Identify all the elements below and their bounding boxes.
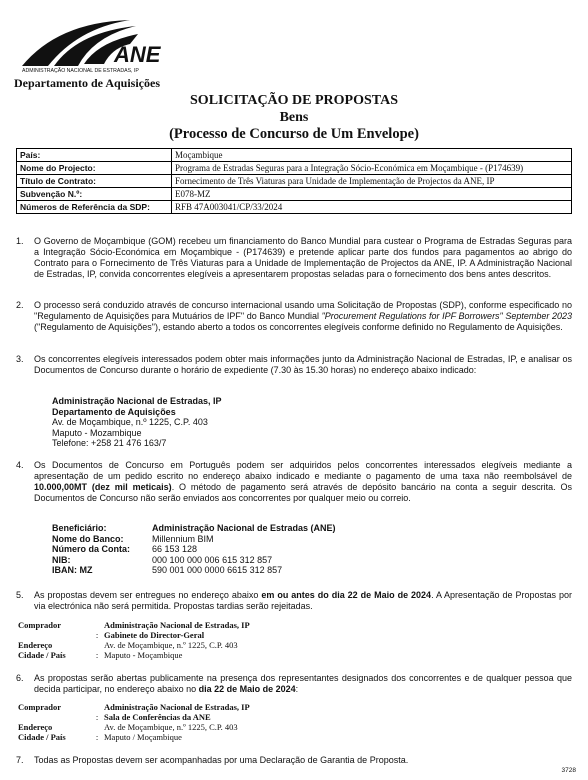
title-line-3: (Processo de Concurso de Um Envelope) [169, 126, 419, 142]
paragraph-text: O processo será conduzido através de concurso internacional usando uma Solicitação de Propostas (SDP), conforme especificado no "Regulamento de Aquisições para Mutuários de IPF" do Banco Mundial "Procurement Regulations for IPF Borrowers" September 2023 ("Regulamento de Aquisições"), estando aberto a todos os concorrentes elegíveis conforme definido no Regulamento de Aquisições. [34, 300, 573, 332]
buyer-row [18, 620, 250, 630]
paragraph-5 [16, 590, 572, 612]
bank-details [52, 523, 336, 576]
paragraph-number: 5. [16, 590, 24, 600]
bank-row [52, 555, 336, 566]
buyer-label: Endereço [18, 640, 53, 650]
buyer-row [18, 702, 250, 712]
buyer-value: Administração Nacional de Estradas, IP [104, 620, 250, 630]
logo-subtitle: ADMINISTRAÇÃO NACIONAL DE ESTRADAS, IP [22, 68, 139, 74]
bank-row [52, 534, 336, 545]
table-value: Fornecimento de Três Viaturas para Unidade de Implementação de Projectos da ANE, IP [172, 175, 572, 188]
buyer-label: Comprador [18, 620, 61, 630]
table-value: E078-MZ [172, 188, 572, 201]
paragraph-text: O Governo de Moçambique (GOM) recebeu um financiamento do Banco Mundial para custear o Programa de Estradas Seguras para a Integração Sócio-Económica em Moçambique - (P174639) e pretende aplicar parte dos fundos para pagamentos ao abrigo do Contrato para o Fornecimento de Três Viaturas para a Unidade de Implementação de Projectos da ANE, IP. A Administração Nacional de Estradas, IP, convida concorrentes elegíveis a apresentarem propostas seladas para o fornecimento dos bens antes descritos. [34, 236, 572, 279]
bank-label: NIB: [52, 554, 71, 565]
buyer-address-block [18, 620, 250, 660]
buyer-value: Maputo - Moçambique [104, 650, 183, 660]
address-org: Administração Nacional de Estradas, IP [52, 396, 222, 406]
buyer-value: Maputo / Moçambique [104, 732, 182, 742]
buyer-label [18, 712, 90, 722]
paragraph-number: 4. [16, 460, 24, 470]
paragraph-4 [16, 460, 572, 504]
buyer-row: : Sala de Conferências da ANE [18, 712, 250, 722]
bank-row [52, 544, 336, 555]
buyer-row: Cidade / País : Maputo - Moçambique [18, 650, 183, 660]
paragraph-number: 6. [16, 673, 24, 683]
footer-code: 3728 [561, 767, 576, 774]
table-row [17, 175, 572, 188]
table-row [17, 162, 572, 175]
bank-value: 590 001 000 0000 6615 312 857 [152, 565, 283, 575]
buyer-label [18, 630, 90, 640]
buyer-label: Cidade / País [18, 732, 66, 742]
title-line-1: SOLICITAÇÃO DE PROPOSTAS [190, 93, 398, 108]
department-name: Departamento de Aquisições [14, 76, 160, 90]
paragraph-3 [16, 354, 572, 376]
bank-value: Millennium BIM [152, 533, 214, 544]
table-row [17, 188, 572, 201]
bank-value: 66 153 128 [152, 544, 198, 554]
table-key: Título de Contrato: [17, 175, 172, 188]
ane-logo [18, 16, 178, 74]
address-street: Av. de Moçambique, n.º 1225, C.P. 403 [52, 417, 208, 427]
buyer-value: Gabinete do Director-Geral [104, 630, 205, 640]
paragraph-text: As propostas devem ser entregues no endereço abaixo em ou antes do dia 22 de Maio de 2024. A Apresentação de Propostas por via electrónica não será permitida. Propostas tardias serão rejeitadas. [34, 590, 572, 611]
buyer-value: Administração Nacional de Estradas, IP [104, 702, 250, 712]
table-key: Nome do Projecto: [17, 162, 172, 175]
paragraph-1 [16, 236, 572, 280]
address-city: Maputo - Mozambique [52, 427, 142, 438]
bank-value: 000 100 000 006 615 312 857 [152, 554, 273, 565]
road-logo-icon [18, 16, 178, 74]
buyer-value: Av. de Moçambique, n.º 1225, C.P. 403 [104, 640, 238, 650]
buyer-row: : Gabinete do Director-Geral [18, 630, 250, 640]
table-key: Subvenção N.º: [17, 188, 172, 201]
bank-label: Nome do Banco: [52, 533, 124, 544]
buyer-row [18, 722, 250, 732]
paragraph-number: 2. [16, 300, 24, 310]
paragraph-text: Os Documentos de Concurso em Português podem ser adquiridos pelos concorrentes interessados elegíveis mediante a apresentação de um pedido escrito no endereço abaixo indicado e mediante o pagamento de uma taxa não reembolsável de 10.000,00MT (dez mil meticais). O método de pagamento será através de depósito bancário na conta a seguir descrita. Os Documentos de Concurso não serão enviados aos concorrentes por qualquer meio ou correio. [34, 460, 573, 503]
buyer-row [18, 640, 250, 650]
buyer-label: Endereço [18, 722, 53, 732]
paragraph-6 [16, 673, 572, 695]
table-key: País: [17, 149, 172, 162]
paragraph-text: Os concorrentes elegíveis interessados podem obter mais informações junto da Administração Nacional de Estradas, IP, e analisar os Documentos de Concurso durante o horário de expediente (7.30 às 15.30 horas) no endereço abaixo indicado: [34, 354, 572, 375]
table-row [17, 201, 572, 214]
table-value: Moçambique [172, 149, 572, 162]
table-value: RFB 47A003041/CP/33/2024 [172, 201, 572, 214]
title-line-2: Bens [279, 110, 309, 125]
buyer-row: Cidade / País : Maputo / Moçambique [18, 732, 182, 742]
table-key: Números de Referência da SDP: [17, 201, 172, 214]
buyer-value: Av. de Moçambique, n.º 1225, C.P. 403 [104, 722, 238, 732]
paragraph-number: 3. [16, 354, 24, 364]
paragraph-number: 1. [16, 236, 24, 246]
paragraph-7 [16, 755, 572, 766]
paragraph-text: As propostas serão abertas publicamente na presença dos representantes designados dos concorrentes e de qualquer pessoa que decida participar, no endereço abaixo no dia 22 de Maio de 2024: [34, 673, 572, 694]
table-value: Programa de Estradas Seguras para a Integração Sócio-Económica em Moçambique - (P174639) [172, 162, 572, 175]
bank-value: Administração Nacional de Estradas (ANE) [152, 523, 336, 533]
bank-row [52, 565, 336, 576]
buyer-label: Cidade / País [18, 650, 66, 660]
buyer-label: Comprador [18, 702, 61, 712]
info-table [16, 148, 572, 214]
table-row [17, 149, 572, 162]
address-block [52, 396, 222, 449]
bank-label: Número da Conta: [52, 544, 131, 554]
bank-row [52, 523, 336, 534]
address-dept: Departamento de Aquisições [52, 406, 176, 417]
bank-label: IBAN: MZ [52, 565, 93, 575]
paragraph-2 [16, 300, 572, 333]
logo-text: ANE [114, 42, 161, 67]
document-title [0, 92, 588, 143]
buyer-value: Sala de Conferências da ANE [104, 712, 211, 722]
address-phone: Telefone: +258 21 476 163/7 [52, 438, 167, 448]
opening-address-block [18, 702, 250, 742]
paragraph-number: 7. [16, 755, 24, 765]
paragraph-text: Todas as Propostas devem ser acompanhadas por uma Declaração de Garantia de Proposta. [34, 755, 409, 765]
bank-label: Beneficiário: [52, 523, 107, 533]
